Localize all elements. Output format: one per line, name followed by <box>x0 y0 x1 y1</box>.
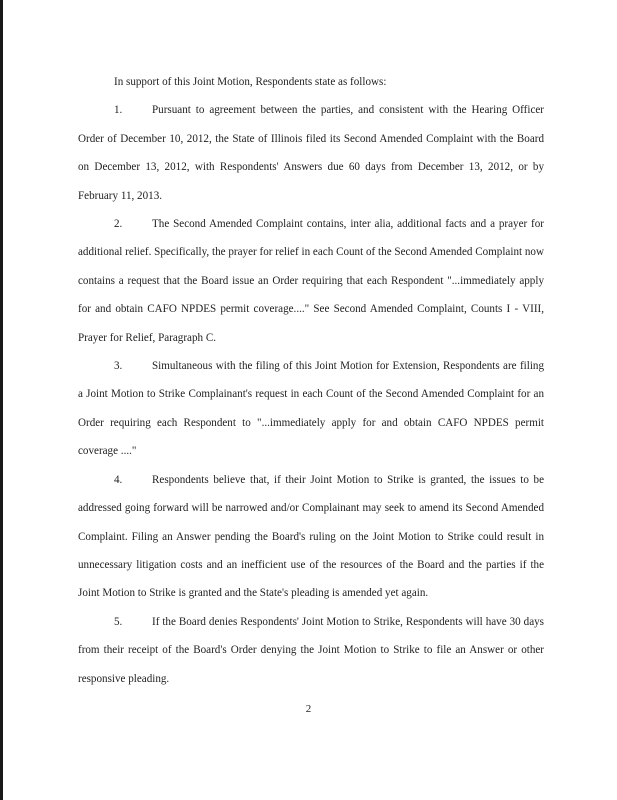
paragraph-number: 1. <box>114 104 123 117</box>
page-number: 2 <box>305 703 312 715</box>
paragraph-text: Pursuant to agreement between the parties, and consistent with the Hearing Officer Order of December 10, 2012, the State of Illinois filed its Second Amended Complaint with the Board on December 13, 2012, with Respondents' Answers due 60 days from December 13, 2012, or by February 11, 2013. <box>78 104 544 202</box>
paragraph-number: 4. <box>114 473 123 486</box>
paragraph-3 <box>78 352 544 466</box>
paragraph-4 <box>78 466 544 608</box>
paragraph-1 <box>78 96 544 210</box>
body-text <box>78 68 544 693</box>
paragraph-number: 2. <box>114 218 123 231</box>
scan-edge-border <box>0 0 3 800</box>
paragraph-text: Simultaneous with the filing of this Joint Motion for Extension, Respondents are filing a Joint Motion to Strike Complainant's request in each Count of the Second Amended Complaint for an Order requiring each Respondent to "...immediately apply for and obtain CAFO NPDES permit coverage ...." <box>78 360 544 458</box>
paragraph-text: Respondents believe that, if their Joint Motion to Strike is granted, the issues to be addressed going forward will be narrowed and/or Complainant may seek to amend its Second Amended Complaint. Filing an Answer pending the Board's ruling on the Joint Motion to Strike could result in unnecessary litigation costs and an inefficient use of the resources of the Board and the parties if the Joint Motion to Strike is granted and the State's pleading is amended yet again. <box>78 473 544 600</box>
paragraph-text: The Second Amended Complaint contains, inter alia, additional facts and a prayer for additional relief. Specifically, the prayer for relief in each Count of the Second Amended Complaint now contains a request that the Board issue an Order requiring that each Respondent "...immediately apply for and obtain CAFO NPDES permit coverage...." See Second Amended Complaint, Counts I - VIII, Prayer for Relief, Paragraph C. <box>78 218 544 344</box>
paragraph-2 <box>78 210 544 352</box>
paragraph-5 <box>78 608 544 693</box>
intro-paragraph: In support of this Joint Motion, Respondents state as follows: <box>114 76 387 88</box>
paragraph-number: 3. <box>114 360 123 373</box>
paragraph-text: If the Board denies Respondents' Joint Motion to Strike, Respondents will have 30 days from their receipt of the Board's Order denying the Joint Motion to Strike to file an Answer or other responsive pleading. <box>78 615 544 685</box>
paragraph-number: 5. <box>114 615 123 628</box>
